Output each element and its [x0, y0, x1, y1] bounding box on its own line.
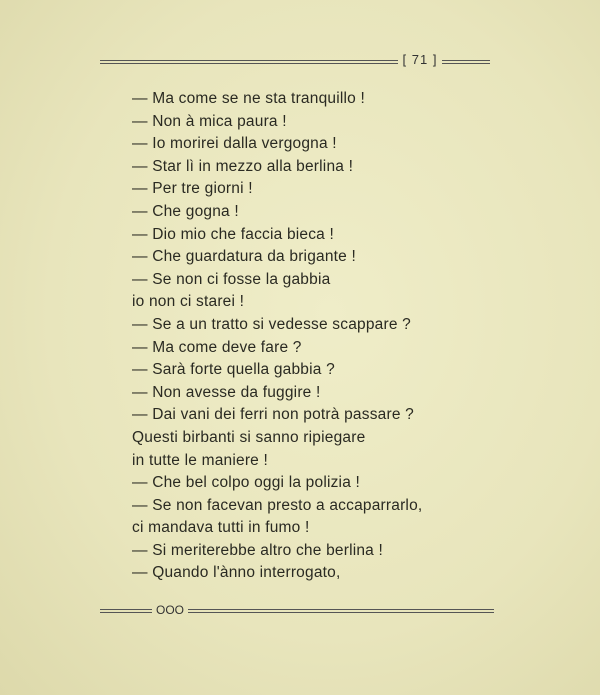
footer-ornament: ООО [156, 603, 185, 617]
text-line: — Che gogna ! [132, 202, 239, 220]
text-line: — Quando l'ànno interrogato, [132, 564, 341, 582]
footer-rule-right-2 [188, 612, 494, 613]
footer-rule-right [188, 609, 494, 610]
text-line: — Se non facevan presto a accaparrarlo, [132, 496, 423, 514]
text-line: — Se a un tratto si vedesse scappare ? [132, 315, 412, 333]
text-line: — Se non ci fosse la gabbia [132, 270, 331, 288]
text-line: — Non avesse da fuggire ! [132, 383, 321, 401]
text-line: — Ma come deve fare ? [132, 338, 302, 356]
header-rule-left [100, 60, 398, 61]
text-line: Questi birbanti si sanno ripiegare [132, 428, 366, 446]
text-line: — Sarà forte quella gabbia ? [132, 361, 335, 379]
text-line: — Si meriterebbe altro che berlina ! [132, 541, 384, 559]
text-line: — Che bel colpo oggi la polizia ! [132, 474, 361, 492]
header-rule-right-2 [442, 63, 490, 64]
text-line: — Star lì in mezzo alla berlina ! [132, 157, 354, 175]
verse-text [132, 88, 452, 585]
page-number: [ 71 ] [402, 52, 438, 67]
text-line: ci mandava tutti in fumo ! [132, 519, 310, 537]
header-rule-left-2 [100, 63, 398, 64]
text-line: in tutte le maniere ! [132, 451, 269, 469]
text-line: — Non à mica paura ! [132, 112, 287, 130]
text-line: — Dai vani dei ferri non potrà passare ? [132, 406, 414, 424]
text-line: — Dio mio che faccia bieca ! [132, 225, 335, 243]
text-line: — Per tre giorni ! [132, 180, 253, 198]
header-rule-right [442, 60, 490, 61]
page-header [100, 52, 490, 72]
text-line: io non ci starei ! [132, 293, 245, 311]
footer-rule-left-2 [100, 612, 152, 613]
page-footer [100, 603, 495, 619]
footer-rule-left [100, 609, 152, 610]
text-line: — Ma come se ne sta tranquillo ! [132, 90, 365, 107]
text-line: — Io morirei dalla vergogna ! [132, 135, 337, 153]
text-line: — Che guardatura da brigante ! [132, 248, 356, 266]
